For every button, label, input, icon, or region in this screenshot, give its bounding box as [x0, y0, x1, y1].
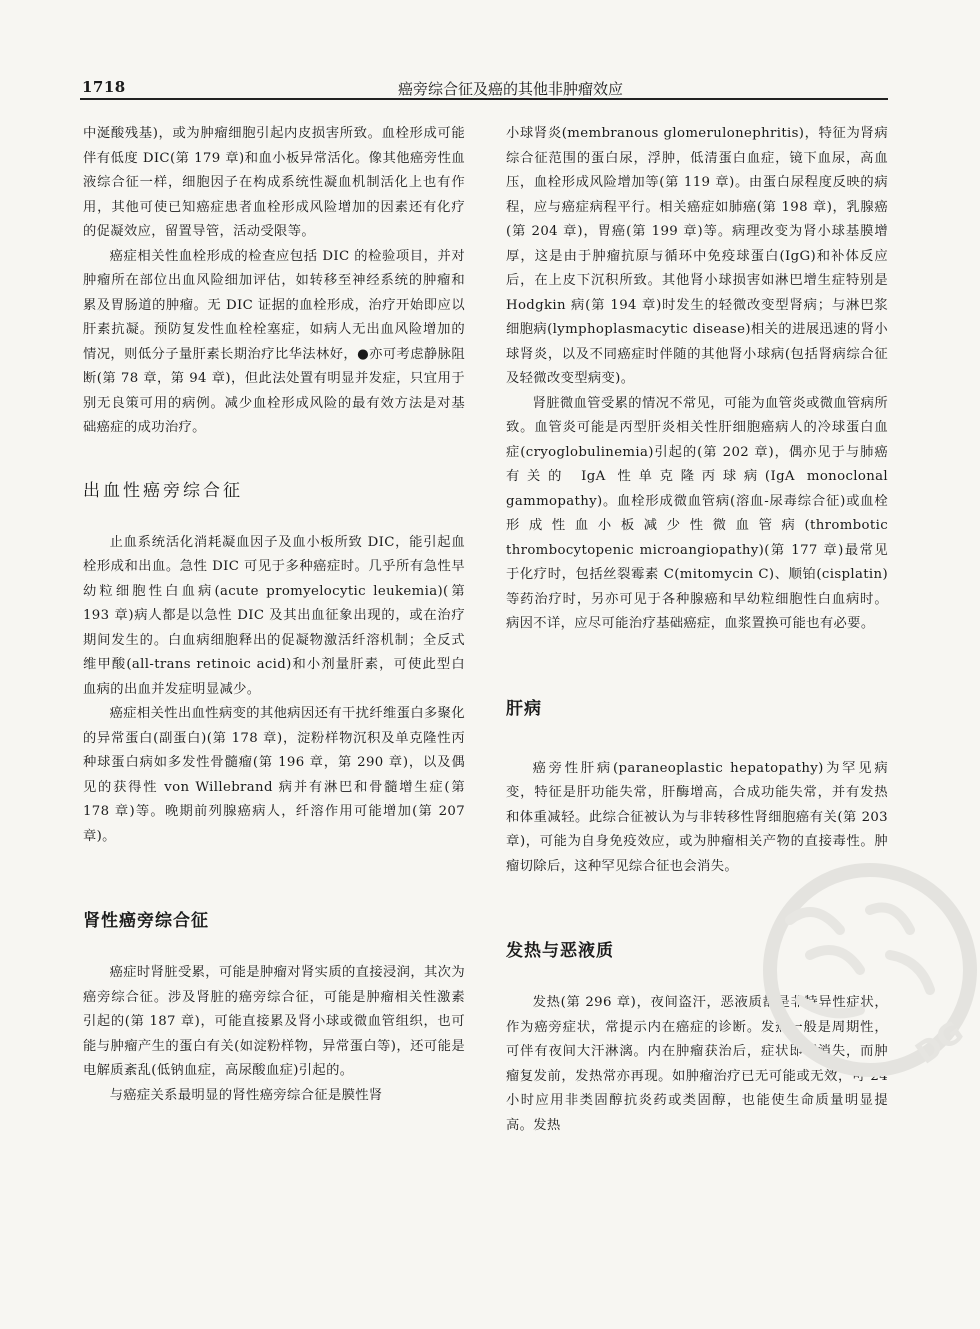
paragraph: 肾脏微血管受累的情况不常见，可能为血管炎或微血管病所致。血管炎可能是丙型肝炎相关性肝细胞癌病人的冷球蛋白血症(cryoglobulinemia)引起的(第 202 章)，偶亦见于与肺癌有关的 IgA 性单克隆丙球病(IgA monoclonal gammopathy)。血栓形成微血管病(溶血-尿毒综合征)或血栓形成性血小板减少性微血管病(thrombotic thrombocytopenic microangiopathy)(第 177 章)最常见于化疗时，包括丝裂霉素 C(mitomycin C)、顺铂(cisplatin)等药治疗时，另亦可见于各种腺癌和早幼粒细胞性白血病时。病因不详，应尽可能治疗基础癌症，血浆置换可能也有必要。 [506, 395, 888, 631]
paragraph: 小球肾炎(membranous glomerulonephritis)，特征为肾病综合征范围的蛋白尿，浮肿，低清蛋白血症，镜下血尿，高血压，血栓形成风险增加等(第 119 章)。由蛋白尿程度反映的病程，应与癌症病程平行。相关癌症如肺癌(第 198 章)，乳腺癌(第 204 章)，胃癌(第 199 章)等。病理改变为肾小球基膜增厚，这是由于肿瘤抗原与循环中免疫球蛋白(IgG)和补体反应后，在上皮下沉积所致。其他肾小球损害如淋巴增生症特别是 Hodgkin 病(第 194 章)时发生的轻微改变型肾病；与淋巴浆细胞病(lymphoplasmacytic disease)相关的进展迅速的肾小球肾炎，以及不同癌症时伴随的其他肾小球病(包括肾病综合征及轻微改变型病变)。 [506, 126, 888, 386]
paragraph: 癌症时肾脏受累，可能是肿瘤对肾实质的直接浸润，其次为癌旁综合征。涉及肾脏的癌旁综合征，可能是肿瘤相关性激素引起的(第 187 章)，可能直接累及肾小球或微血管组织，也可能与肿瘤产生的蛋白有关(如淀粉样物，异常蛋白等)，还可能是电解质紊乱(低钠血症，高尿酸血症)引起的。 [83, 965, 465, 1078]
page-number: 1718 [82, 78, 126, 96]
running-header [80, 76, 888, 100]
running-title: 癌旁综合征及癌的其他非肿瘤效应 [398, 80, 624, 98]
section-heading-renal: 肾性癌旁综合征 [83, 911, 209, 931]
left-column [83, 122, 465, 1108]
paragraph: 止血系统活化消耗凝血因子及血小板所致 DIC，能引起血栓形成和出血。急性 DIC 可见于多种癌症时。几乎所有急性早幼粒细胞性白血病(acute promyelocytic leukemia)(第 193 章)病人都是以急性 DIC 及其出血征象出现的，或在治疗期间发生的。白血病细胞释出的促凝物激活纤溶机制；全反式维甲酸(all-trans retinoic acid)和小剂量肝素，可使此型白血病的出血并发症明显减少。 [83, 534, 465, 697]
paragraph: 癌旁性肝病(paraneoplastic hepatopathy)为罕见病变，特征是肝功能失常，肝酶增高，合成功能失常，并有发热和体重减轻。此综合征被认为与非转移性肾细胞癌有关(第 203 章)，可能为自身免疫效应，或为肿瘤相关产物的直接毒性。肿瘤切除后，这种罕见综合征也会消失。 [506, 760, 888, 874]
section-heading-fever: 发热与恶液质 [506, 941, 614, 961]
section-heading-bleeding: 出血性癌旁综合征 [83, 480, 243, 501]
watermark-text: DG [909, 1014, 971, 1072]
paragraph: 中涎酸残基)，或为肿瘤细胞引起内皮损害所致。血栓形成可能伴有低度 DIC(第 179 章)和血小板异常活化。像其他癌旁性血液综合征一样，细胞因子在构成系统性凝血机制活化上也有作用，其他可使已知癌症患者血栓形成风险增加的因素还有化疗的促凝效应，留置导管，活动受限等。 [83, 126, 465, 239]
paragraph: 发热(第 296 章)，夜间盗汗，恶液质都是非特异性症状，作为癌旁症状，常提示内在癌症的诊断。发热一般是周期性，可伴有夜间大汗淋漓。内在肿瘤获治后，症状即可消失，而肿瘤复发前，发热常亦再现。如肿瘤治疗已无可能或无效，可 24 小时应用非类固醇抗炎药或类固醇，也能使生命质量明显提高。发热 [506, 995, 888, 1133]
paragraph: 与癌症关系最明显的肾性癌旁综合征是膜性肾 [109, 1087, 383, 1103]
paragraph: 癌症相关性出血性病变的其他病因还有干扰纤维蛋白多聚化的异常蛋白(副蛋白)(第 178 章)，淀粉样物沉积及单克隆性丙种球蛋白病如多发性骨髓瘤(第 196 章，第 290 章)，以及偶见的获得性 von Willebrand 病并有淋巴和骨髓增生症(第 178 章)等。晚期前列腺癌病人，纤溶作用可能增加(第 207 章)。 [83, 706, 465, 844]
section-heading-liver: 肝病 [506, 698, 542, 719]
paragraph: 癌症相关性血栓形成的检查应包括 DIC 的检验项目，并对肿瘤所在部位出血风险细加评估，如转移至神经系统的肿瘤和累及胃肠道的肿瘤。无 DIC 证据的血栓形成，治疗开始即应以肝素抗凝。预防复发性血栓栓塞症，如病人无出血风险增加的情况，则低分子量肝素长期治疗比华法林好，●亦可考虑静脉阻断(第 78 章，第 94 章)，但此法处置有明显并发症，只宜用于别无良策可用的病例。减少血栓形成风险的最有效方法是对基础癌症的成功治疗。 [83, 248, 465, 435]
right-column [506, 122, 888, 1138]
